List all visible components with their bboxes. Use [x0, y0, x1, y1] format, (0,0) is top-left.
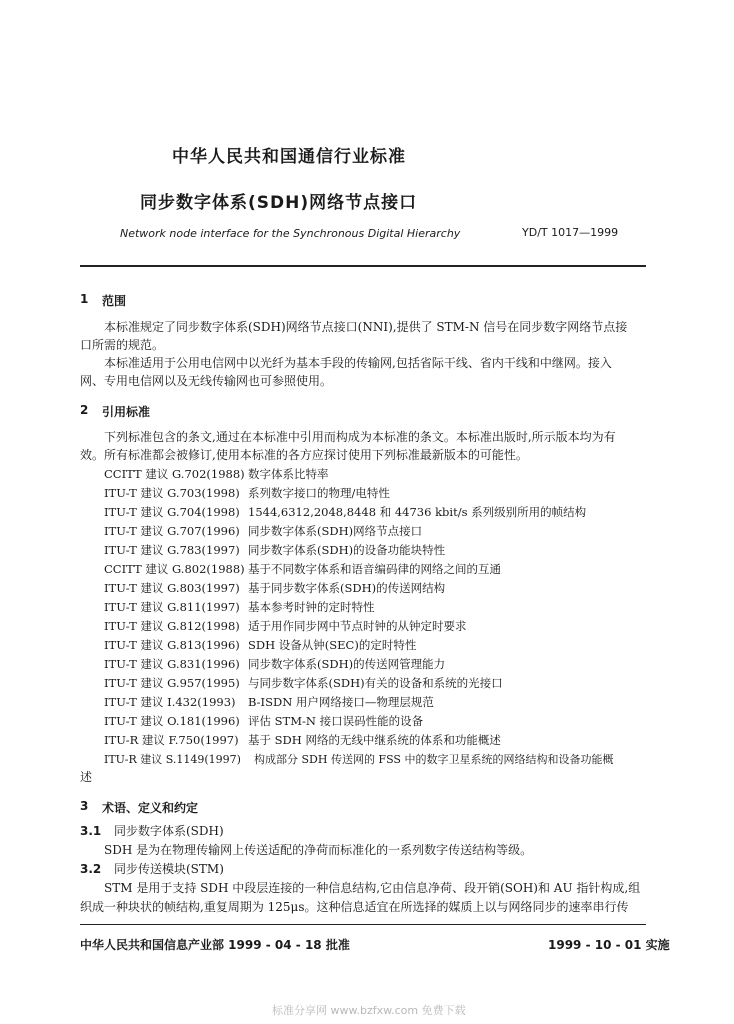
reference-title: 评估 STM-N 接口误码性能的设备 — [248, 714, 424, 728]
reference-title: 同步数字体系(SDH)网络节点接口 — [248, 524, 423, 538]
reference-item — [104, 618, 467, 634]
reference-code: ITU-R 建议 F.750(1997) — [104, 733, 239, 747]
reference-item — [104, 675, 503, 691]
section-2-para-line-2: 效。所有标准都会被修订,使用本标准的各方应探讨使用下列标准最新版本的可能性。 — [80, 448, 528, 462]
reference-item — [104, 466, 329, 482]
reference-code: ITU-T 建议 G.831(1996) — [104, 657, 240, 671]
reference-code: ITU-R 建议 S.1149(1997) — [104, 753, 241, 766]
section-2-title: 引用标准 — [102, 405, 151, 419]
section-1-para-2-line-1: 本标准适用于公用电信网中以光纤为基本手段的传输网,包括省际干线、省内干线和中继网。接入 — [104, 356, 612, 370]
section-2-para-line-1: 下列标准包含的条文,通过在本标准中引用而构成为本标准的条文。本标准出版时,所示版本均为有 — [104, 430, 616, 444]
reference-code: ITU-T 建议 G.704(1998) — [104, 505, 240, 519]
reference-code: ITU-T 建议 G.803(1997) — [104, 581, 240, 595]
section-3-title: 术语、定义和约定 — [102, 801, 199, 815]
reference-wrap-text: 述 — [80, 770, 93, 784]
footer-rule — [80, 924, 646, 925]
subsection-3-2-line-1: STM 是用于支持 SDH 中段层连接的一种信息结构,它由信息净荷、段开销(SOH)和 AU 指针构成,组 — [104, 881, 641, 895]
reference-code: CCITT 建议 G.802(1988) — [104, 562, 245, 576]
section-3-number: 3 — [80, 799, 89, 813]
reference-title: B-ISDN 用户网络接口—物理层规范 — [248, 695, 434, 709]
reference-title: 基于不同数字体系和语音编码律的网络之间的互通 — [248, 562, 501, 576]
reference-title: 与同步数字体系(SDH)有关的设备和系统的光接口 — [248, 676, 503, 690]
reference-item — [104, 599, 375, 615]
reference-title: 适于用作同步网中节点时钟的从钟定时要求 — [248, 619, 467, 633]
reference-item — [104, 504, 586, 520]
reference-item — [104, 656, 445, 672]
reference-title: 构成部分 SDH 传送网的 FSS 中的数字卫星系统的网络结构和设备功能概 — [254, 753, 614, 766]
reference-title: 同步数字体系(SDH)的设备功能块特性 — [248, 543, 446, 557]
subsection-3-1-text: SDH 是为在物理传输网上传送适配的净荷而标准化的一系列数字传送结构等级。 — [104, 843, 533, 857]
reference-title: SDH 设备从钟(SEC)的定时特性 — [248, 638, 417, 652]
subsection-3-2-title: 同步传送模块(STM) — [114, 862, 224, 876]
reference-title: 1544,6312,2048,8448 和 44736 kbit/s 系列级别所用的帧结构 — [248, 505, 587, 519]
watermark: 标准分享网 www.bzfxw.com 免费下载 — [272, 1004, 466, 1017]
issuing-organization: 中华人民共和国通信行业标准 — [172, 147, 406, 167]
reference-title: 系列数字接口的物理/电特性 — [248, 486, 390, 500]
reference-title: 基本参考时钟的定时特性 — [248, 600, 375, 614]
reference-code: CCITT 建议 G.702(1988) — [104, 467, 245, 481]
reference-item — [104, 637, 416, 653]
reference-code: ITU-T 建议 G.813(1996) — [104, 638, 240, 652]
standard-code: YD/T 1017—1999 — [522, 226, 619, 239]
reference-item — [104, 523, 422, 539]
reference-title: 同步数字体系(SDH)的传送网管理能力 — [248, 657, 446, 671]
section-1-number: 1 — [80, 292, 89, 306]
reference-code: ITU-T 建议 G.703(1998) — [104, 486, 240, 500]
reference-title: 基于 SDH 网络的无线中继系统的体系和功能概述 — [248, 733, 501, 747]
implementation-date: 1999 - 10 - 01 实施 — [548, 938, 670, 952]
section-1-para-2-line-2: 网、专用电信网以及无线传输网也可参照使用。 — [80, 374, 333, 388]
reference-code: ITU-T 建议 O.181(1996) — [104, 714, 240, 728]
reference-code: ITU-T 建议 G.707(1996) — [104, 524, 240, 538]
section-1-title: 范围 — [102, 294, 127, 308]
reference-item — [104, 542, 445, 558]
approval-statement: 中华人民共和国信息产业部 1999 - 04 - 18 批准 — [80, 938, 350, 952]
subsection-3-1-number: 3.1 — [80, 824, 102, 838]
document-title-cn: 同步数字体系(SDH)网络节点接口 — [140, 193, 418, 213]
section-1-para-1-line-1: 本标准规定了同步数字体系(SDH)网络节点接口(NNI),提供了 STM-N 信号在同步数字网络节点接 — [104, 320, 628, 334]
reference-title: 基于同步数字体系(SDH)的传送网结构 — [248, 581, 446, 595]
reference-item — [104, 485, 390, 501]
reference-title: 数字体系比特率 — [248, 467, 329, 481]
reference-item — [104, 732, 501, 748]
reference-item — [104, 694, 434, 710]
reference-code: ITU-T 建议 G.812(1998) — [104, 619, 240, 633]
reference-code: ITU-T 建议 G.957(1995) — [104, 676, 240, 690]
header-rule — [80, 265, 646, 267]
subsection-3-2-number: 3.2 — [80, 862, 102, 876]
reference-code: ITU-T 建议 G.783(1997) — [104, 543, 240, 557]
reference-item — [104, 580, 445, 596]
document-title-en: Network node interface for the Synchronous Digital Hierarchy — [120, 227, 461, 240]
reference-code: ITU-T 建议 G.811(1997) — [104, 600, 240, 614]
section-2-number: 2 — [80, 403, 89, 417]
reference-item — [104, 713, 423, 729]
section-1-para-1-line-2: 口所需的规范。 — [80, 338, 165, 352]
reference-item — [104, 561, 501, 577]
subsection-3-1-title: 同步数字体系(SDH) — [114, 824, 224, 838]
reference-code: ITU-T 建议 I.432(1993) — [104, 695, 236, 709]
subsection-3-2-line-2: 织成一种块状的帧结构,重复周期为 125μs。这种信息适宜在所选择的媒质上以与网络同步的速率串行传 — [80, 900, 629, 914]
reference-item — [104, 751, 613, 767]
